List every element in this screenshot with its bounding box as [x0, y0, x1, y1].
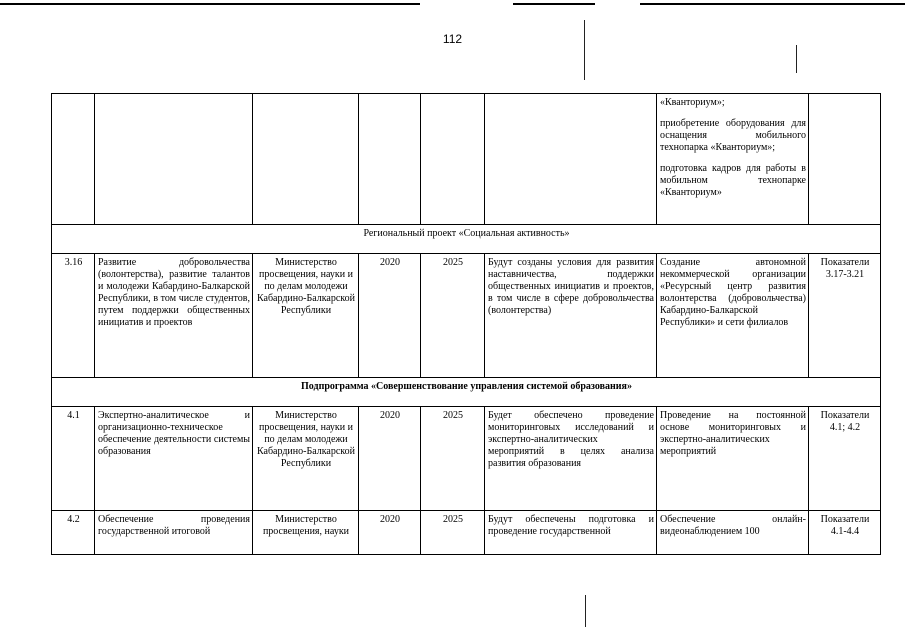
cell-end: 2025 [421, 511, 485, 555]
cell-start: 2020 [359, 254, 421, 378]
cell-executor: Министерство просвещения, науки и по делам молодежи Кабардино-Балкарской Республики [253, 254, 359, 378]
section-title-subprogram: Подпрограмма «Совершенствование управления системой образования» [52, 378, 881, 407]
cell-num: 4.1 [52, 407, 95, 511]
cell-measures: Создание автономной некоммерческой организации «Ресурсный центр развития волонтерства (добровольчества) Кабардино-Балкарской Республики» и сети филиалов [657, 254, 809, 378]
cell-name: Экспертно-аналитическое и организационно-техническое обеспечение деятельности системы образования [95, 407, 253, 511]
table-row [52, 511, 881, 555]
cell-indicators: Показатели 4.1-4.4 [809, 511, 881, 555]
section-row [52, 225, 881, 254]
page-number: 112 [442, 32, 463, 46]
section-title-regional: Региональный проект «Социальная активность» [52, 225, 881, 254]
scan-artifact-line [585, 595, 586, 627]
cell-end: 2025 [421, 254, 485, 378]
cell-name: Развитие добровольчества (волонтерства), развитие талантов и молодежи Кабардино-Балкарской Республики, в том числе студентов, путем поддержки общественных инициатив и проектов [95, 254, 253, 378]
result-line: подготовка кадров для работы в мобильном технопарке «Кванториум» [660, 163, 806, 198]
cell-start [359, 94, 421, 225]
table-row [52, 254, 881, 378]
scan-edge-line-left [0, 3, 420, 5]
cell-num: 3.16 [52, 254, 95, 378]
cell-expected: Будут созданы условия для развития наставничества, поддержки общественных инициатив и проектов, в том числе в сфере добровольчества (волонтерства) [485, 254, 657, 378]
scan-edge-line-mid [513, 3, 595, 5]
table-row [52, 94, 881, 225]
cell-start: 2020 [359, 511, 421, 555]
cell-expected: Будут обеспечены подготовка и проведение государственной [485, 511, 657, 555]
cell-name [95, 94, 253, 225]
cell-num [52, 94, 95, 225]
cell-expected [485, 94, 657, 225]
cell-executor [253, 94, 359, 225]
table-row [52, 407, 881, 511]
section-row [52, 378, 881, 407]
cell-start: 2020 [359, 407, 421, 511]
cell-executor: Министерство просвещения, науки [253, 511, 359, 555]
cell-num: 4.2 [52, 511, 95, 555]
cell-measures: Обеспечение онлайн-видеонаблюдением 100 [657, 511, 809, 555]
cell-measures: Проведение на постоянной основе мониторинговых и экспертно-аналитических мероприятий [657, 407, 809, 511]
result-line: приобретение оборудования для оснащения мобильного технопарка «Кванториум»; [660, 118, 806, 153]
scan-artifact-line [584, 20, 585, 80]
scan-edge-line-right [640, 3, 905, 5]
cell-expected: Будет обеспечено проведение мониторинговых исследований и экспертно-аналитических мероприятий в целях анализа развития образования [485, 407, 657, 511]
cell-name: Обеспечение проведения государственной итоговой [95, 511, 253, 555]
program-table [51, 93, 881, 555]
cell-end [421, 94, 485, 225]
cell-indicators: Показатели 4.1; 4.2 [809, 407, 881, 511]
cell-measures [657, 94, 809, 225]
scan-artifact-line [796, 45, 797, 73]
cell-indicators [809, 94, 881, 225]
cell-end: 2025 [421, 407, 485, 511]
result-line: «Кванториум»; [660, 97, 725, 108]
cell-executor: Министерство просвещения, науки и по делам молодежи Кабардино-Балкарской Республики [253, 407, 359, 511]
cell-indicators: Показатели 3.17-3.21 [809, 254, 881, 378]
